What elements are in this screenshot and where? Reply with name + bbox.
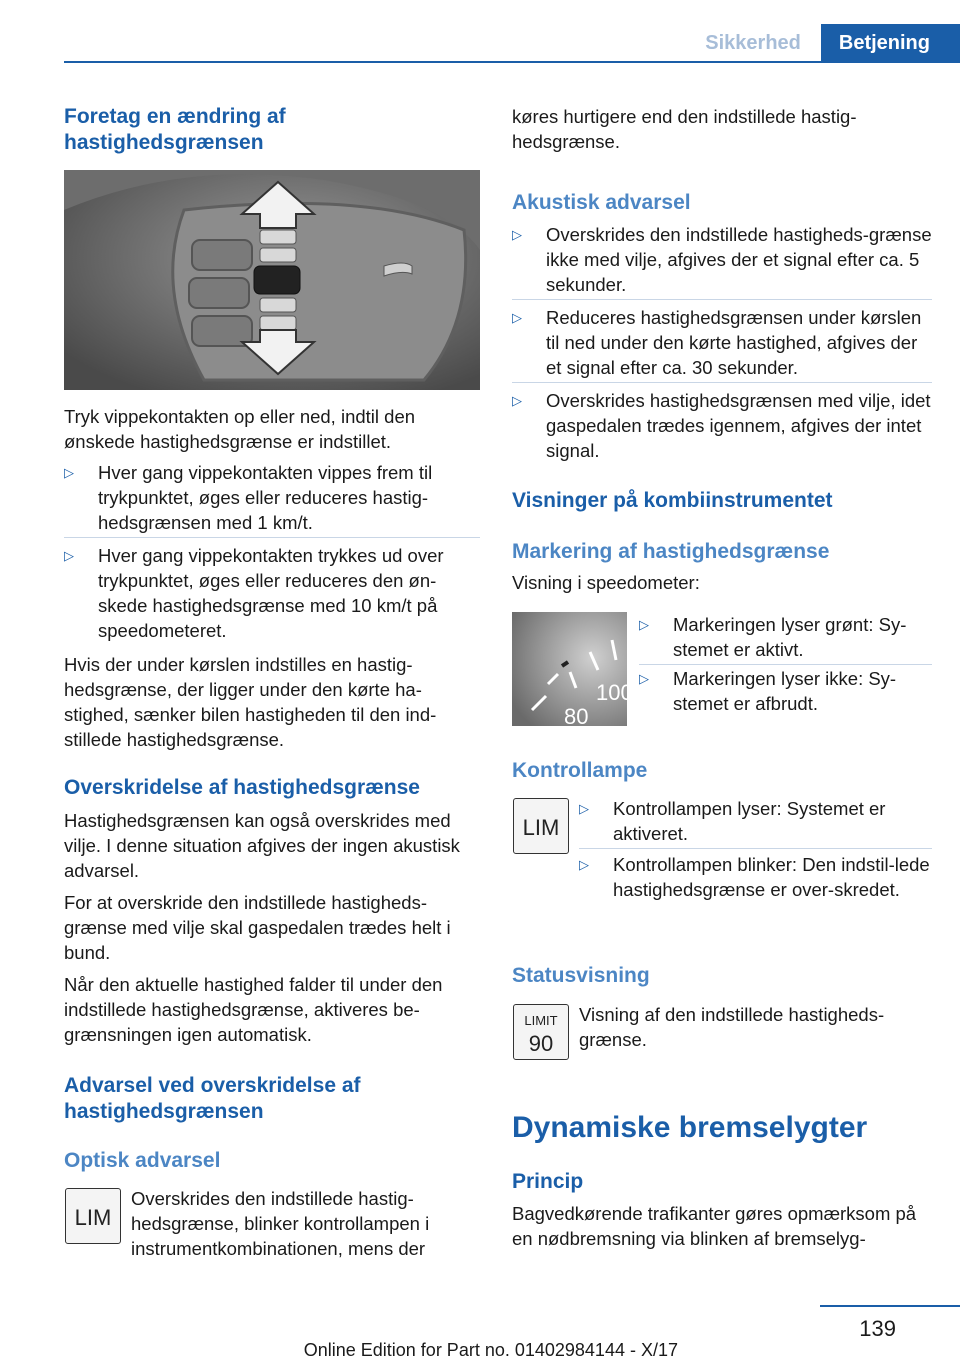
bullet-10km xyxy=(64,543,480,643)
heading-markering: Markering af hastighedsgrænse xyxy=(512,540,830,563)
edition-footer: Online Edition for Part no. 01402984144 - X/17 xyxy=(303,1340,678,1360)
bullet-separator xyxy=(64,537,480,538)
heading-overskridelse: Overskridelse af hastighedsgrænse xyxy=(64,776,420,799)
paragraph-statusvisning: Visning af den indstillede hastigheds-grænse. xyxy=(579,1004,885,1050)
paragraph-koeres: køres hurtigere end den indstillede hastig-hedsgrænse. xyxy=(512,106,857,152)
lim-label: LIM xyxy=(522,815,560,840)
heading-kontrollampe: Kontrollampe xyxy=(512,759,648,782)
bullet-text: Kontrollampen blinker: Den indstil-lede hastighedsgrænse er over-skredet. xyxy=(613,854,930,900)
bullet-triangle-icon: ▷ xyxy=(512,227,522,242)
speedometer-illustration xyxy=(512,612,633,729)
paragraph-naar: Når den aktuelle hastighed falder til under den indstillede hastighedsgrænse, aktiveres be-grænsningen igen automatisk. xyxy=(64,974,443,1045)
tab-sikkerhed[interactable]: Sikkerhed xyxy=(705,32,801,54)
paragraph-visning-i-speedometer: Visning i speedometer: xyxy=(512,572,700,593)
limit-90-icon xyxy=(513,1004,569,1060)
header-rule xyxy=(64,61,960,63)
paragraph-princip: Bagvedkørende trafikanter gøres opmærksom på en nødbremsning via blinken af bremselyg- xyxy=(512,1203,917,1249)
bullet-separator xyxy=(512,382,932,383)
bullet-text: Markeringen lyser ikke: Sy-stemet er afbrudt. xyxy=(673,668,897,714)
steering-wheel-photo xyxy=(64,170,480,390)
limit-label: LIMIT xyxy=(524,1013,558,1028)
bullet-text: Hver gang vippekontakten trykkes ud over trykpunktet, øges eller reduceres den øn-skede hastighedsgrænse med 10 km/t på speedometeret. xyxy=(98,545,444,641)
heading-visninger: Visninger på kombiinstrumentet xyxy=(512,489,833,512)
speedometer-photo xyxy=(512,612,633,729)
heading-foretag: Foretag en ændring af hastighedsgrænsen xyxy=(64,105,286,154)
lim-indicator-icon xyxy=(513,798,569,854)
bullet-separator xyxy=(512,299,932,300)
bullet-blinker xyxy=(579,852,932,902)
bullet-triangle-icon: ▷ xyxy=(639,617,649,632)
paragraph-overskrides: Hastighedsgrænsen kan også overskrides med vilje. I denne situation afgives der ingen akustisk advarsel. xyxy=(64,810,460,881)
bullet-groent xyxy=(639,612,932,662)
paragraph-hvis: Hvis der under kørslen indstilles en hastig-hedsgrænse, der ligger under den kørte ha-stighed, sænker bilen hastigheden til den ind-stillede hastighedsgrænse. xyxy=(64,654,437,750)
bullet-triangle-icon: ▷ xyxy=(579,857,589,872)
bullet-triangle-icon: ▷ xyxy=(64,548,74,563)
bullet-triangle-icon: ▷ xyxy=(64,465,74,480)
page-number: 139 xyxy=(859,1316,896,1341)
bullet-text: Hver gang vippekontakten vippes frem til trykpunktet, øges eller reduceres hastig-hedsgrænsen med 1 km/t. xyxy=(98,462,433,533)
paragraph-tryk: Tryk vippekontakten op eller ned, indtil den ønskede hastighedsgrænse er indstillet. xyxy=(64,406,416,452)
heading-statusvisning: Statusvisning xyxy=(512,964,650,987)
bullet-triangle-icon: ▷ xyxy=(639,671,649,686)
chapter-tabs xyxy=(685,24,960,62)
speedo-label-100: 100 xyxy=(596,680,633,705)
bullet-30-sek xyxy=(512,305,932,380)
bullet-text: Overskrides hastighedsgrænsen med vilje, idet gaspedalen trædes igennem, afgives der intet signal. xyxy=(546,390,931,461)
paragraph-for-at: For at overskride den indstillede hastigheds-grænse med vilje skal gaspedalen trædes helt i bund. xyxy=(64,892,451,963)
steering-wheel-illustration xyxy=(64,170,480,390)
bullet-text: Overskrides den indstillede hastigheds-grænse ikke med vilje, afgives der et signal efter ca. 5 sekunder. xyxy=(546,224,932,295)
speedo-label-80: 80 xyxy=(564,704,589,729)
bullet-separator xyxy=(639,664,932,665)
bullet-lyser xyxy=(579,796,932,846)
bullet-separator xyxy=(579,848,932,849)
heading-akustisk: Akustisk advarsel xyxy=(512,191,691,214)
bullet-5-sek xyxy=(512,222,932,297)
bullet-intet-signal xyxy=(512,388,932,463)
lim-label: LIM xyxy=(74,1205,112,1230)
limit-value: 90 xyxy=(528,1031,554,1056)
lim-indicator-icon xyxy=(65,1188,121,1244)
bullet-triangle-icon: ▷ xyxy=(512,393,522,408)
bullet-text: Markeringen lyser grønt: Sy-stemet er aktivt. xyxy=(673,614,907,660)
heading-dynamiske-bremselygter: Dynamiske bremselygter xyxy=(512,1111,868,1144)
bullet-1km xyxy=(64,460,480,535)
heading-princip: Princip xyxy=(512,1170,584,1193)
bullet-triangle-icon: ▷ xyxy=(512,310,522,325)
bullet-ikke xyxy=(639,666,932,716)
paragraph-optisk: Overskrides den indstillede hastig-hedsgrænse, blinker kontrollampen i instrumentkombinationen, mens der xyxy=(131,1188,430,1259)
heading-optisk: Optisk advarsel xyxy=(64,1149,221,1172)
tab-betjening[interactable]: Betjening xyxy=(821,24,960,62)
bullet-text: Reduceres hastighedsgrænsen under kørslen til ned under den kørte hastighed, afgives der et signal efter ca. 30 sekunder. xyxy=(546,307,922,378)
bullet-triangle-icon: ▷ xyxy=(579,801,589,816)
heading-advarsel: Advarsel ved overskridelse af hastighedsgrænsen xyxy=(64,1074,361,1123)
footer-rule xyxy=(820,1305,960,1307)
bullet-text: Kontrollampen lyser: Systemet er aktiveret. xyxy=(613,798,886,844)
